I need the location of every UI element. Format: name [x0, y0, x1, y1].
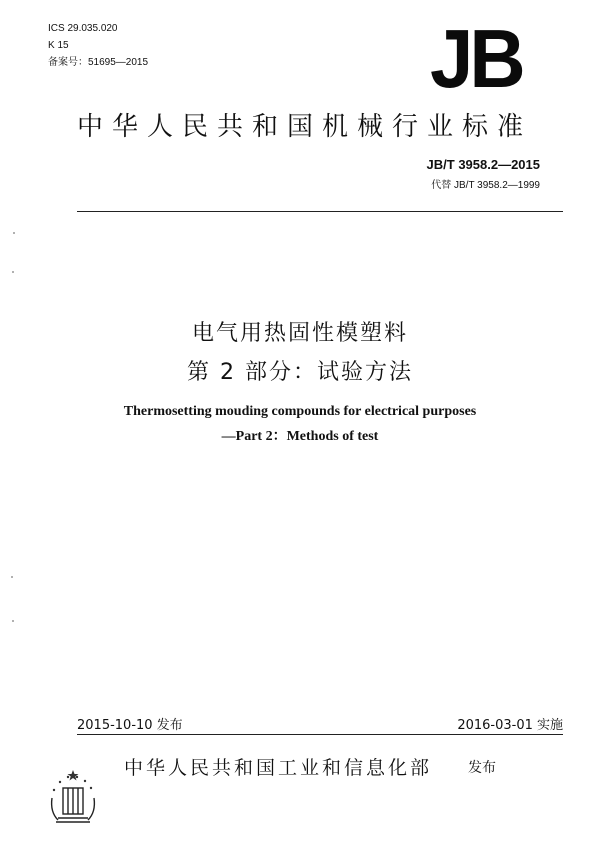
issuing-authority: 中华人民共和国工业和信息化部: [124, 757, 433, 779]
chinese-title-line-1: 电气用热固性模塑料: [191, 321, 408, 346]
publish-date: 2015-10-10 发布: [77, 718, 183, 733]
english-title-line-1: Thermosetting mouding compounds for electrical purposes: [123, 404, 477, 419]
scan-speck: [12, 271, 14, 273]
classification-code: K 15: [48, 40, 69, 51]
issuing-suffix: 发布: [468, 760, 496, 776]
chinese-title-line-2: 第 2 部分：试验方法: [187, 360, 413, 385]
ics-code: ICS 29.035.020: [48, 23, 118, 34]
bottom-divider: [77, 734, 563, 735]
implement-date: 2016-03-01 实施: [457, 718, 563, 733]
standard-category-heading: 中华人民共和国机械行业标准: [76, 112, 532, 142]
ministry-seal-icon: [44, 768, 102, 826]
standard-number: JB/T 3958.2—2015: [426, 157, 540, 172]
top-divider: [77, 211, 563, 212]
record-number: 备案号：51695—2015: [48, 57, 149, 68]
replaces-standard: 代替 JB/T 3958.2—1999: [431, 180, 540, 191]
scan-speck: [12, 620, 14, 622]
english-title-line-2: —Part 2：Methods of test: [221, 429, 379, 444]
scan-speck: [13, 232, 15, 234]
scan-speck: [11, 576, 13, 578]
jb-logo: JB: [430, 11, 522, 106]
